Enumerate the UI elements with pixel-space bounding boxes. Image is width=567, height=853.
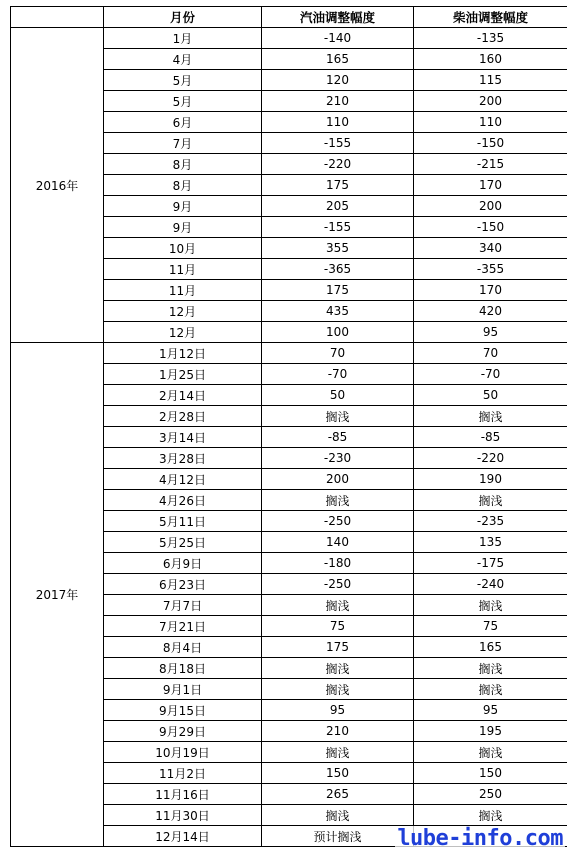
gasoline-cell: -70 [262, 364, 414, 385]
month-cell: 6月 [104, 112, 262, 133]
gasoline-cell: 搁浅 [262, 490, 414, 511]
gasoline-cell: 70 [262, 343, 414, 364]
gasoline-cell: 搁浅 [262, 805, 414, 826]
month-cell: 6月9日 [104, 553, 262, 574]
gasoline-cell: 预计搁浅 [262, 826, 414, 847]
diesel-cell: 搁浅 [414, 658, 567, 679]
diesel-cell: 420 [414, 301, 567, 322]
month-cell: 10月 [104, 238, 262, 259]
month-cell: 8月 [104, 175, 262, 196]
gasoline-cell: 搁浅 [262, 742, 414, 763]
month-cell: 12月 [104, 301, 262, 322]
diesel-column-header: 柴油调整幅度 [414, 7, 567, 28]
month-cell: 9月 [104, 217, 262, 238]
diesel-cell: 150 [414, 763, 567, 784]
gasoline-cell: -155 [262, 217, 414, 238]
gasoline-cell: 95 [262, 700, 414, 721]
gasoline-cell: 200 [262, 469, 414, 490]
month-cell: 3月14日 [104, 427, 262, 448]
year-column-header [11, 7, 104, 28]
diesel-cell: 165 [414, 637, 567, 658]
gasoline-column-header: 汽油调整幅度 [262, 7, 414, 28]
gasoline-cell: -220 [262, 154, 414, 175]
table-row [11, 28, 567, 49]
month-cell: 8月18日 [104, 658, 262, 679]
month-column-header: 月份 [104, 7, 262, 28]
gasoline-cell: -250 [262, 574, 414, 595]
diesel-cell: 搁浅 [414, 595, 567, 616]
gasoline-cell: 150 [262, 763, 414, 784]
month-cell: 11月16日 [104, 784, 262, 805]
gasoline-cell: -230 [262, 448, 414, 469]
month-cell: 11月 [104, 280, 262, 301]
month-cell: 5月25日 [104, 532, 262, 553]
month-cell: 9月1日 [104, 679, 262, 700]
diesel-cell: 190 [414, 469, 567, 490]
diesel-cell: -70 [414, 364, 567, 385]
gasoline-cell: 搁浅 [262, 658, 414, 679]
diesel-cell: -355 [414, 259, 567, 280]
gasoline-cell: 355 [262, 238, 414, 259]
diesel-cell: 200 [414, 91, 567, 112]
gasoline-cell: 100 [262, 322, 414, 343]
month-cell: 7月7日 [104, 595, 262, 616]
month-cell: 1月12日 [104, 343, 262, 364]
gasoline-cell: 搁浅 [262, 406, 414, 427]
month-cell: 9月 [104, 196, 262, 217]
diesel-cell: 115 [414, 70, 567, 91]
month-cell: 7月 [104, 133, 262, 154]
month-cell: 6月23日 [104, 574, 262, 595]
diesel-cell: 搁浅 [414, 406, 567, 427]
month-cell: 3月28日 [104, 448, 262, 469]
diesel-cell: 搁浅 [414, 805, 567, 826]
gasoline-cell: 210 [262, 721, 414, 742]
gasoline-cell: -250 [262, 511, 414, 532]
price-adjustment-table [10, 6, 567, 847]
diesel-cell: 250 [414, 784, 567, 805]
month-cell: 8月4日 [104, 637, 262, 658]
gasoline-cell: 搁浅 [262, 679, 414, 700]
month-cell: 4月26日 [104, 490, 262, 511]
gasoline-cell: 210 [262, 91, 414, 112]
diesel-cell: -215 [414, 154, 567, 175]
gasoline-cell: 435 [262, 301, 414, 322]
gasoline-cell: -85 [262, 427, 414, 448]
diesel-cell: 110 [414, 112, 567, 133]
gasoline-cell: 205 [262, 196, 414, 217]
diesel-cell: 50 [414, 385, 567, 406]
diesel-cell: -235 [414, 511, 567, 532]
diesel-cell: 135 [414, 532, 567, 553]
gasoline-cell: 175 [262, 175, 414, 196]
month-cell: 11月30日 [104, 805, 262, 826]
month-cell: 9月15日 [104, 700, 262, 721]
gasoline-cell: 265 [262, 784, 414, 805]
month-cell: 1月 [104, 28, 262, 49]
table-row [11, 343, 567, 364]
diesel-cell: 75 [414, 616, 567, 637]
month-cell: 9月29日 [104, 721, 262, 742]
month-cell: 2月28日 [104, 406, 262, 427]
diesel-cell: 170 [414, 175, 567, 196]
gasoline-cell: -180 [262, 553, 414, 574]
gasoline-cell: 搁浅 [262, 595, 414, 616]
month-cell: 2月14日 [104, 385, 262, 406]
gasoline-cell: -365 [262, 259, 414, 280]
month-cell: 7月21日 [104, 616, 262, 637]
table-body [11, 28, 567, 847]
gasoline-cell: 175 [262, 637, 414, 658]
month-cell: 5月 [104, 70, 262, 91]
diesel-cell: 160 [414, 49, 567, 70]
diesel-cell: 95 [414, 700, 567, 721]
gasoline-cell: -155 [262, 133, 414, 154]
diesel-cell: -175 [414, 553, 567, 574]
diesel-cell: -150 [414, 217, 567, 238]
year-cell: 2016年 [11, 28, 104, 343]
month-cell: 1月25日 [104, 364, 262, 385]
diesel-cell: -150 [414, 133, 567, 154]
month-cell: 4月 [104, 49, 262, 70]
month-cell: 11月2日 [104, 763, 262, 784]
gasoline-cell: 175 [262, 280, 414, 301]
diesel-cell: 95 [414, 322, 567, 343]
gasoline-cell: 110 [262, 112, 414, 133]
diesel-cell: -135 [414, 28, 567, 49]
header-row [11, 7, 567, 28]
diesel-cell: 200 [414, 196, 567, 217]
diesel-cell: -220 [414, 448, 567, 469]
diesel-cell: 340 [414, 238, 567, 259]
gasoline-cell: -140 [262, 28, 414, 49]
month-cell: 12月14日 [104, 826, 262, 847]
month-cell: 5月11日 [104, 511, 262, 532]
diesel-cell: -85 [414, 427, 567, 448]
diesel-cell: 195 [414, 721, 567, 742]
month-cell: 5月 [104, 91, 262, 112]
month-cell: 4月12日 [104, 469, 262, 490]
diesel-cell: 搁浅 [414, 490, 567, 511]
diesel-cell: 搁浅 [414, 742, 567, 763]
diesel-cell: 170 [414, 280, 567, 301]
month-cell: 11月 [104, 259, 262, 280]
gasoline-cell: 140 [262, 532, 414, 553]
month-cell: 10月19日 [104, 742, 262, 763]
diesel-cell: 搁浅 [414, 679, 567, 700]
gasoline-cell: 165 [262, 49, 414, 70]
month-cell: 8月 [104, 154, 262, 175]
diesel-cell: -240 [414, 574, 567, 595]
year-cell: 2017年 [11, 343, 104, 847]
diesel-cell: 70 [414, 343, 567, 364]
gasoline-cell: 50 [262, 385, 414, 406]
month-cell: 12月 [104, 322, 262, 343]
gasoline-cell: 75 [262, 616, 414, 637]
site-watermark: lube-info.com [397, 826, 563, 851]
gasoline-cell: 120 [262, 70, 414, 91]
